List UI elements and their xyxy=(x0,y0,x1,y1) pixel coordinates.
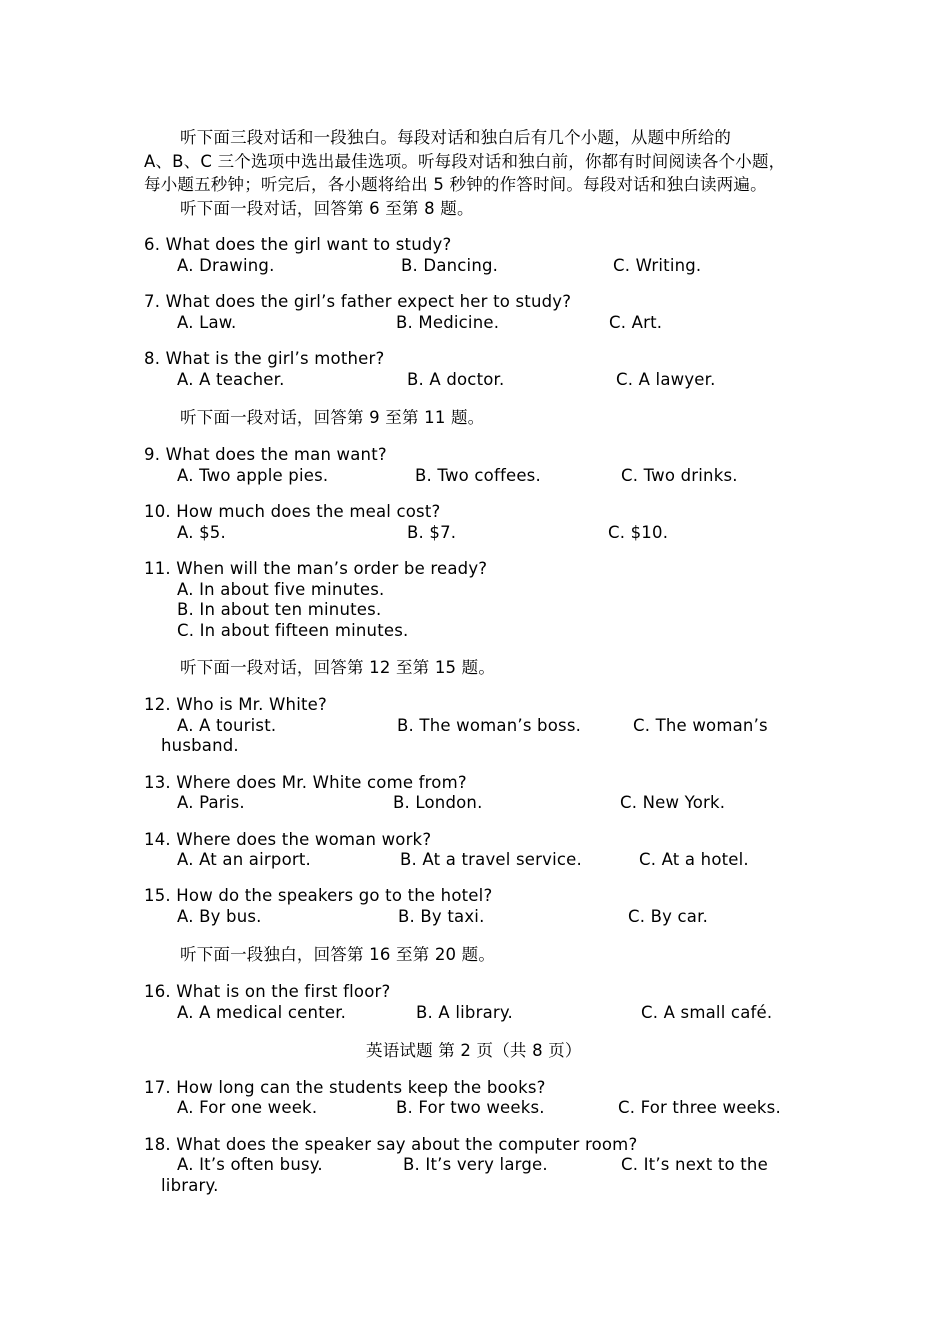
q7-option-b: B. Medicine. xyxy=(396,313,500,332)
q17-option-c: C. For three weeks. xyxy=(618,1098,781,1117)
q18-option-c-continued: library. xyxy=(161,1176,219,1195)
question-9: 9. What does the man want? xyxy=(144,445,387,464)
q14-option-a: A. At an airport. xyxy=(177,850,311,869)
q15-option-a: A. By bus. xyxy=(177,907,262,926)
question-11: 11. When will the man’s order be ready? xyxy=(144,559,488,578)
q11-option-c: C. In about fifteen minutes. xyxy=(177,621,409,640)
section-heading-3: 听下面一段对话，回答第 12 至第 15 题。 xyxy=(180,658,496,677)
q7-option-c: C. Art. xyxy=(609,313,663,332)
q13-option-a: A. Paris. xyxy=(177,793,245,812)
q7-option-a: A. Law. xyxy=(177,313,237,332)
question-6: 6. What does the girl want to study? xyxy=(144,235,452,254)
question-7: 7. What does the girl’s father expect her to study? xyxy=(144,292,572,311)
q16-option-a: A. A medical center. xyxy=(177,1003,347,1022)
section-heading-2: 听下面一段对话，回答第 9 至第 11 题。 xyxy=(180,408,485,427)
question-12: 12. Who is Mr. White? xyxy=(144,695,327,714)
q15-option-b: B. By taxi. xyxy=(398,907,485,926)
question-8: 8. What is the girl’s mother? xyxy=(144,349,385,368)
q11-option-b: B. In about ten minutes. xyxy=(177,600,382,619)
q6-option-c: C. Writing. xyxy=(613,256,702,275)
q8-option-a: A. A teacher. xyxy=(177,370,285,389)
q11-option-a: A. In about five minutes. xyxy=(177,580,385,599)
q13-option-b: B. London. xyxy=(393,793,483,812)
question-13: 13. Where does Mr. White come from? xyxy=(144,773,467,792)
q8-option-c: C. A lawyer. xyxy=(616,370,716,389)
q16-option-c: C. A small café. xyxy=(641,1003,773,1022)
q18-option-c: C. It’s next to the xyxy=(621,1155,768,1174)
q9-option-a: A. Two apple pies. xyxy=(177,466,329,485)
q17-option-a: A. For one week. xyxy=(177,1098,318,1117)
q14-option-b: B. At a travel service. xyxy=(400,850,582,869)
question-14: 14. Where does the woman work? xyxy=(144,830,432,849)
q8-option-b: B. A doctor. xyxy=(407,370,505,389)
q9-option-b: B. Two coffees. xyxy=(415,466,541,485)
q12-option-a: A. A tourist. xyxy=(177,716,277,735)
question-16: 16. What is on the first floor? xyxy=(144,982,391,1001)
question-17: 17. How long can the students keep the books? xyxy=(144,1078,546,1097)
question-18: 18. What does the speaker say about the computer room? xyxy=(144,1135,638,1154)
q10-option-a: A. $5. xyxy=(177,523,226,542)
q12-option-b: B. The woman’s boss. xyxy=(397,716,582,735)
question-10: 10. How much does the meal cost? xyxy=(144,502,441,521)
q9-option-c: C. Two drinks. xyxy=(621,466,738,485)
question-15: 15. How do the speakers go to the hotel? xyxy=(144,886,493,905)
q10-option-c: C. $10. xyxy=(608,523,669,542)
q13-option-c: C. New York. xyxy=(620,793,726,812)
q12-option-c: C. The woman’s xyxy=(633,716,768,735)
q10-option-b: B. $7. xyxy=(407,523,457,542)
intro-line-3: 每小题五秒钟；听完后，各小题将给出 5 秒钟的作答时间。每段对话和独白读两遍。 xyxy=(144,175,767,194)
q15-option-c: C. By car. xyxy=(628,907,709,926)
q12-option-c-continued: husband. xyxy=(161,736,239,755)
intro-line-2: A、B、C 三个选项中选出最佳选项。听每段对话和独白前，你都有时间阅读各个小题， xyxy=(144,152,786,171)
q16-option-b: B. A library. xyxy=(416,1003,513,1022)
section-heading-4: 听下面一段独白，回答第 16 至第 20 题。 xyxy=(180,945,496,964)
q6-option-b: B. Dancing. xyxy=(401,256,499,275)
q17-option-b: B. For two weeks. xyxy=(396,1098,545,1117)
page-footer: 英语试题 第 2 页（共 8 页） xyxy=(366,1041,582,1060)
intro-line-1: 听下面三段对话和一段独白。每段对话和独白后有几个小题，从题中所给的 xyxy=(180,128,732,147)
q18-option-a: A. It’s often busy. xyxy=(177,1155,323,1174)
q18-option-b: B. It’s very large. xyxy=(403,1155,548,1174)
q14-option-c: C. At a hotel. xyxy=(639,850,749,869)
section-heading-1: 听下面一段对话，回答第 6 至第 8 题。 xyxy=(180,199,474,218)
q6-option-a: A. Drawing. xyxy=(177,256,275,275)
